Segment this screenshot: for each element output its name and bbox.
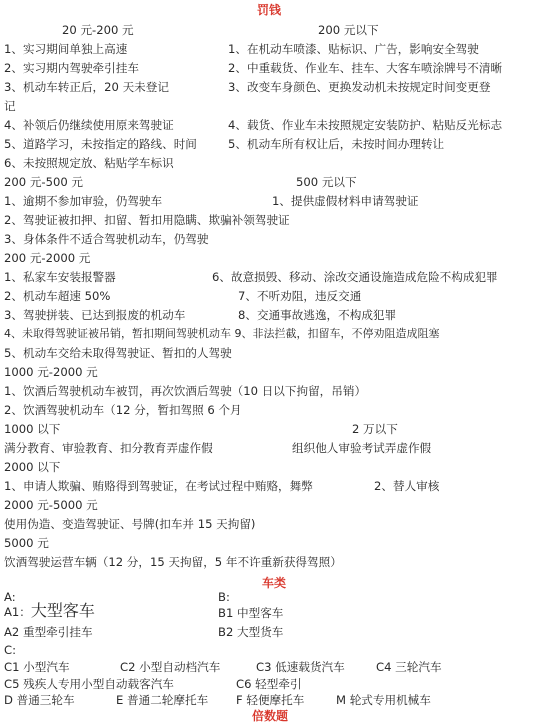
- license-b1: B1 中型客车: [218, 606, 284, 620]
- rule-item: 7、不听劝阻，违反交通: [238, 289, 362, 303]
- rule-item: 3、机动车转正后，20 天未登记: [4, 80, 169, 94]
- rule-item-continuation: 记: [4, 99, 16, 113]
- range-label: 200 元以下: [318, 23, 379, 37]
- rule-item: 4、未取得驾驶证被吊销，暂扣期间驾驶机动车 9、非法拦截，扣留车，不停劝阻造成阻塞: [4, 327, 440, 340]
- rule-item: 5、机动车所有权让后，未按时间办理转让: [228, 137, 445, 151]
- rule-item: 6、故意损毁、移动、涂改交通设施造成危险不构成犯罪: [212, 270, 498, 284]
- range-label: 2000 以下: [4, 460, 61, 474]
- rule-item: 1、饮酒后驾驶机动车被罚，再次饮酒后驾驶（10 日以下拘留，吊销）: [4, 384, 367, 398]
- license-c1: C1 小型汽车: [4, 660, 70, 674]
- rule-item: 2、替人审核: [374, 479, 440, 493]
- rule-item: 5、道路学习，未按指定的路线、时间: [4, 137, 197, 151]
- license-a2: A2 重型牵引挂车: [4, 625, 93, 639]
- license-m: M 轮式专用机械车: [336, 693, 431, 707]
- section-title-vehicle-types: 车类: [262, 576, 287, 590]
- license-b2: B2 大型货车: [218, 625, 284, 639]
- license-c4: C4 三轮汽车: [376, 660, 442, 674]
- license-c6: C6 轻型牵引: [236, 677, 302, 691]
- rule-item: 2、驾驶证被扣押、扣留、暂扣用隐瞒、欺骗补领驾驶证: [4, 213, 290, 227]
- rule-item: 使用伪造、变造驾驶证、号牌(扣车并 15 天拘留): [4, 517, 256, 531]
- rule-item: 5、机动车交给未取得驾驶证、暂扣的人驾驶: [4, 346, 232, 360]
- range-label: 5000 元: [4, 536, 49, 550]
- rule-item: 满分教育、审验教育、扣分教育弄虚作假: [4, 441, 213, 455]
- license-c2: C2 小型自动档汽车: [120, 660, 221, 674]
- license-d: D 普通三轮车: [4, 693, 75, 707]
- rule-item: 3、驾驶拼装、已达到报废的机动车: [4, 308, 186, 322]
- rule-item: 8、交通事故逃逸，不构成犯罪: [238, 308, 397, 322]
- rule-item: 2、机动车超速 50%: [4, 289, 111, 303]
- license-c5: C5 残疾人专用小型自动载客汽车: [4, 677, 174, 691]
- rule-item: 1、申请人欺骗、贿赂得到驾驶证，在考试过程中贿赂，舞弊: [4, 479, 313, 493]
- rule-item: 3、身体条件不适合驾驶机动车，仍驾驶: [4, 232, 209, 246]
- class-label: B:: [218, 590, 230, 604]
- rule-item: 2、实习期内驾驶牵引挂车: [4, 61, 139, 75]
- rule-item: 1、逾期不参加审验，仍驾驶车: [4, 194, 163, 208]
- rule-item: 组织他人审验考试弄虚作假: [292, 441, 432, 455]
- license-a1: [4, 601, 95, 620]
- range-label: 200 元-500 元: [4, 175, 83, 189]
- license-f: F 轻便摩托车: [236, 693, 305, 707]
- license-c3: C3 低速载货汽车: [256, 660, 345, 674]
- license-e: E 普通二轮摩托车: [116, 693, 209, 707]
- range-label: 20 元-200 元: [62, 23, 134, 37]
- range-label: 1000 元-2000 元: [4, 365, 98, 379]
- range-label: 500 元以下: [296, 175, 357, 189]
- section-title-fines: 罚钱: [257, 3, 282, 17]
- rule-item: 4、载货、作业车未按照规定安装防护、粘贴反光标志: [228, 118, 503, 132]
- range-label: 2000 元-5000 元: [4, 498, 98, 512]
- rule-item: 1、提供虚假材料申请驾驶证: [272, 194, 419, 208]
- license-code: A1：: [4, 605, 31, 619]
- range-label: 1000 以下: [4, 422, 61, 436]
- class-label: C:: [4, 643, 17, 657]
- rule-item: 1、实习期间单独上高速: [4, 42, 128, 56]
- section-title-points: 倍数题: [252, 709, 289, 723]
- class-label: A:: [4, 590, 16, 604]
- rule-item: 2、饮酒驾驶机动车（12 分，暂扣驾照 6 个月: [4, 403, 242, 417]
- rule-item: 1、在机动车喷漆、贴标识、广告，影响安全驾驶: [228, 42, 479, 56]
- rule-item: 4、补领后仍继续使用原来驾驶证: [4, 118, 174, 132]
- rule-item: 1、私家车安装报警器: [4, 270, 116, 284]
- rule-item: 3、改变车身颜色、更换发动机未按规定时间变更登: [228, 80, 491, 94]
- range-label: 200 元-2000 元: [4, 251, 91, 265]
- rule-item: 饮酒驾驶运营车辆（12 分，15 天拘留，5 年不许重新获得驾照）: [4, 555, 342, 569]
- range-label: 2 万以下: [352, 422, 398, 436]
- license-name: 大型客车: [30, 601, 95, 620]
- rule-item: 2、中重载货、作业车、挂车、大客车喷涂牌号不清晰: [228, 61, 503, 75]
- rule-item: 6、未按照规定放、粘贴学车标识: [4, 156, 174, 170]
